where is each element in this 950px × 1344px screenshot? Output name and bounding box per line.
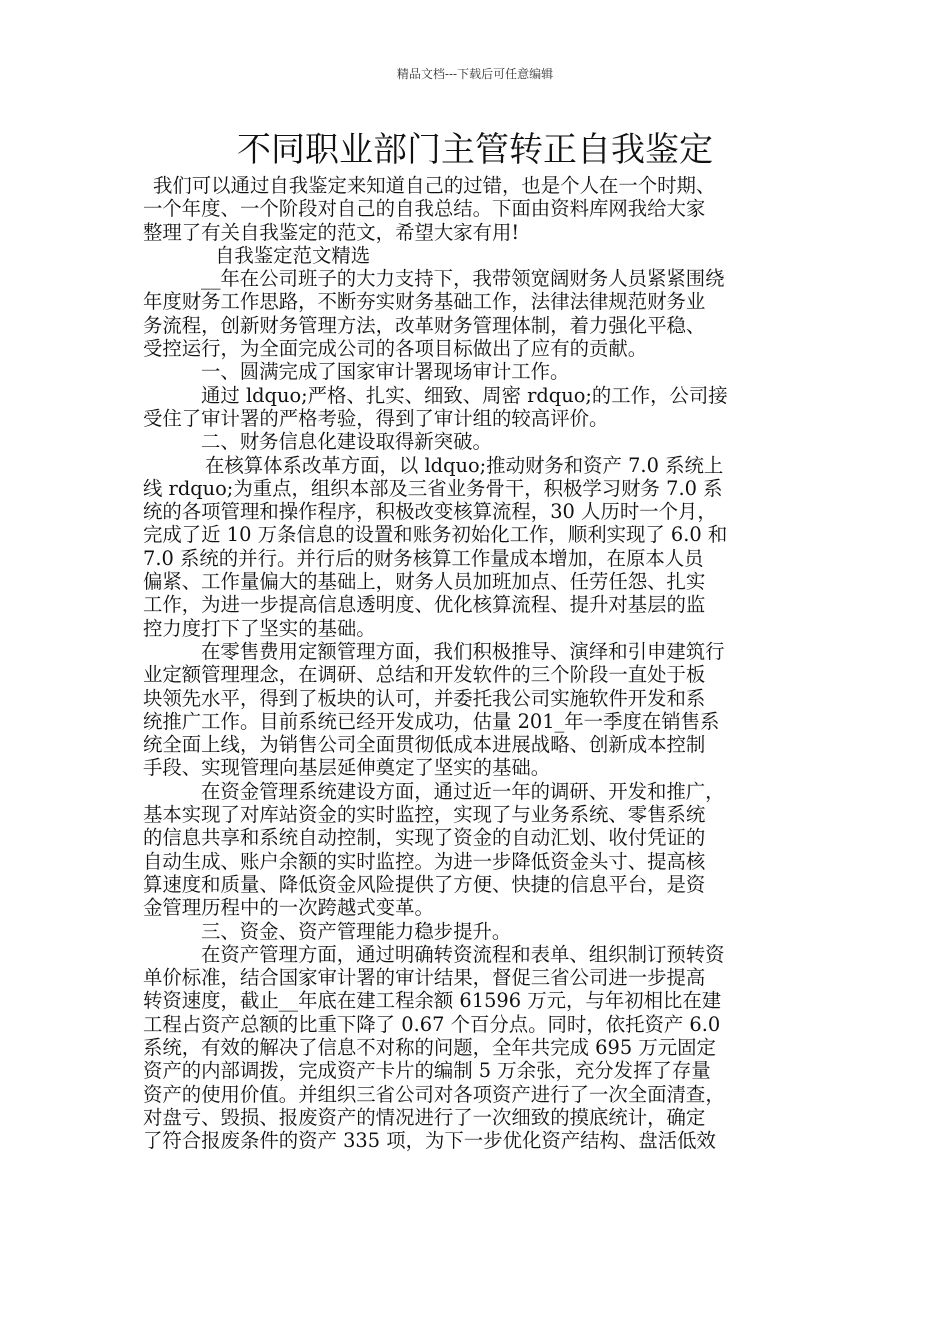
text-line: 统的各项管理和操作程序，积极改变核算流程，30 人历时一个月，	[143, 500, 717, 524]
text-line: 线 rdquo;为重点，组织本部及三省业务骨干，积极学习财务 7.0 系	[143, 476, 723, 500]
text-line: 资产的使用价值。并组织三省公司对各项资产进行了一次全面清查，	[143, 1082, 725, 1106]
text-line: 受住了审计署的严格考验，得到了审计组的较高评价。	[143, 406, 609, 430]
text-line: 在零售费用定额管理方面，我们积极推导、演绎和引申建筑行	[201, 639, 725, 663]
text-line: 三、资金、资产管理能力稳步提升。	[201, 919, 512, 943]
text-line: 资产的内部调拨，完成资产卡片的编制 5 万余张，充分发挥了存量	[143, 1059, 711, 1083]
text-line: 通过 ldquo;严格、扎实、细致、周密 rdquo;的工作，公司接	[201, 383, 728, 407]
text-line: 自动生成、账户余额的实时监控。为进一步降低资金头寸、提高核	[143, 849, 706, 873]
text-line: 务流程，创新财务管理方法，改革财务管理体制，着力强化平稳、	[143, 313, 706, 337]
text-line: 对盘亏、毁损、报废资产的情况进行了一次细致的摸底统计，确定	[143, 1105, 706, 1129]
text-line: 一个年度、一个阶段对自己的自我总结。下面由资料库网我给大家	[143, 197, 706, 221]
document-body	[143, 174, 813, 1152]
text-line: 在核算体系改革方面，以 ldquo;推动财务和资产 7.0 系统上	[205, 453, 724, 477]
text-line: 受控运行，为全面完成公司的各项目标做出了应有的贡献。	[143, 337, 648, 361]
text-line: 块领先水平，得到了板块的认可，并委托我公司实施软件开发和系	[143, 686, 706, 710]
text-line: 在资金管理系统建设方面，通过近一年的调研、开发和推广，	[201, 779, 725, 803]
text-line: 的信息共享和系统自动控制，实现了资金的自动汇划、收付凭证的	[143, 826, 706, 850]
text-line: 算速度和质量、降低资金风险提供了方便、快捷的信息平台，是资	[143, 872, 706, 896]
text-line: 工作，为进一步提高信息透明度、优化核算流程、提升对基层的监	[143, 593, 706, 617]
text-line: 单价标准，结合国家审计署的审计结果，督促三省公司进一步提高	[143, 966, 706, 990]
text-line: 一、圆满完成了国家审计署现场审计工作。	[201, 360, 570, 384]
text-line: 偏紧、工作量偏大的基础上，财务人员加班加点、任劳任怨、扎实	[143, 570, 706, 594]
page-header-note: 精品文档---下载后可任意编辑	[396, 67, 554, 81]
text-line: 年度财务工作思路，不断夯实财务基础工作，法律法律规范财务业	[143, 290, 706, 314]
text-line: __年在公司班子的大力支持下，我带领宽阔财务人员紧紧围绕	[201, 267, 725, 291]
text-line: 二、财务信息化建设取得新突破。	[201, 430, 492, 454]
text-line: 转资速度，截止__年底在建工程余额 61596 万元，与年初相比在建	[143, 989, 722, 1013]
text-line: 在资产管理方面，通过明确转资流程和表单、组织制订预转资	[201, 942, 725, 966]
text-line: 系统，有效的解决了信息不对称的问题，全年共完成 695 万元固定	[143, 1035, 716, 1059]
text-line: 统推广工作。目前系统已经开发成功，估量 201_年一季度在销售系	[143, 709, 720, 733]
text-line: 了符合报废条件的资产 335 项，为下一步优化资产结构、盘活低效	[143, 1129, 716, 1153]
text-line: 金管理历程中的一次跨越式变革。	[143, 896, 434, 920]
document-title: 不同职业部门主管转正自我鉴定	[237, 130, 713, 170]
text-line: 统全面上线，为销售公司全面贯彻低成本进展战略、创新成本控制	[143, 733, 706, 757]
text-line: 完成了近 10 万条信息的设置和账务初始化工作，顺利实现了 6.0 和	[143, 523, 728, 547]
text-line: 我们可以通过自我鉴定来知道自己的过错，也是个人在一个时期、	[153, 174, 716, 197]
text-line: 业定额管理理念，在调研、总结和开发软件的三个阶段一直处于板	[143, 663, 706, 687]
text-line: 手段、实现管理向基层延伸奠定了坚实的基础。	[143, 756, 551, 780]
text-line: 基本实现了对库站资金的实时监控，实现了与业务系统、零售系统	[143, 803, 706, 827]
text-line: 7.0 系统的并行。并行后的财务核算工作量成本增加，在原本人员	[143, 546, 704, 570]
text-line: 整理了有关自我鉴定的范文，希望大家有用!	[143, 220, 520, 244]
text-line: 自我鉴定范文精选	[215, 243, 371, 267]
text-line: 控力度打下了坚实的基础。	[143, 616, 376, 640]
text-line: 工程占资产总额的比重下降了 0.67 个百分点。同时，依托资产 6.0	[143, 1012, 721, 1036]
